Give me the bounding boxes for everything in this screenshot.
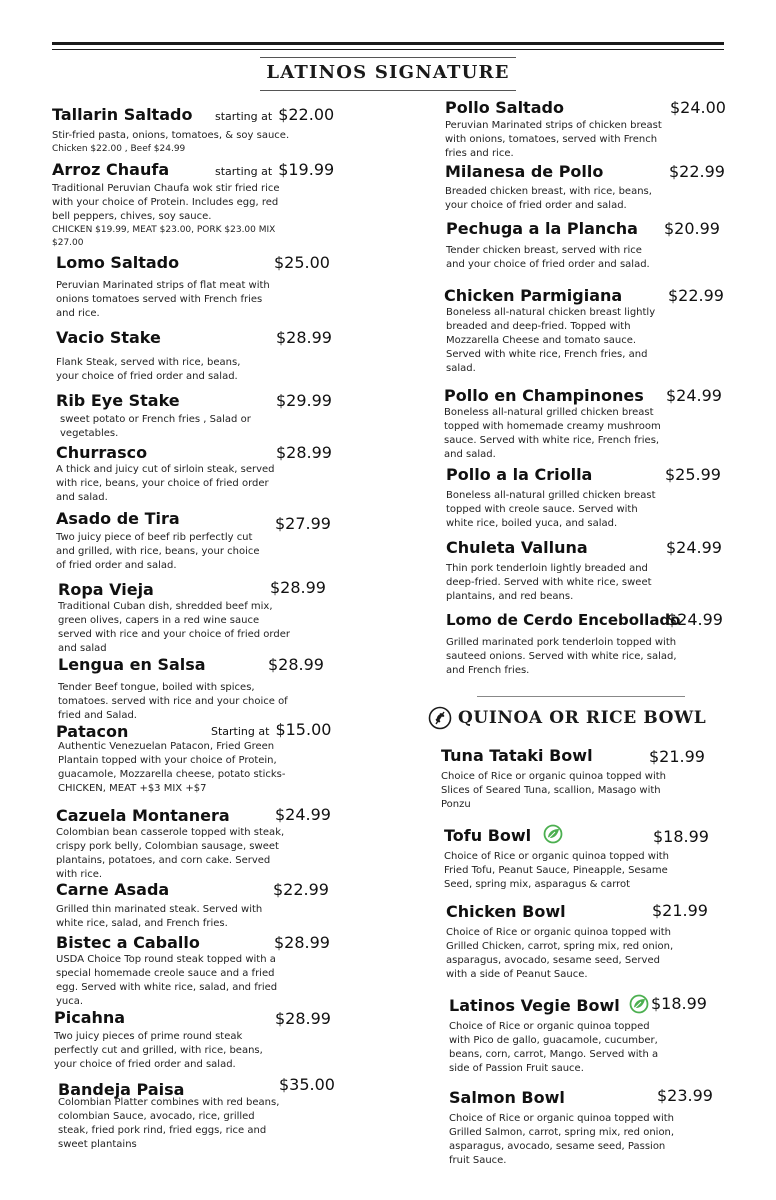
menu-item: [56, 509, 331, 573]
item-name-wrap: [449, 994, 671, 1016]
item-name: Milanesa de Pollo: [445, 162, 604, 181]
item-description: Thin pork tenderloin lightly breaded and deep-fried. Served with white rice, sweet plantains, and red beans.: [446, 563, 652, 602]
item-name: Vacio Stake: [56, 328, 161, 347]
item-description: Tender Beef tongue, boiled with spices, tomatoes. served with rice and your choice of fried and Salad.: [58, 682, 288, 721]
item-name: Tuna Tataki Bowl: [441, 746, 593, 765]
item-description: Peruvian Marinated strips of chicken breast with onions, tomatoes, served with French fries and rice.: [445, 120, 662, 159]
item-description: Colombian Platter combines with red beans, colombian Sauce, avocado, rice, grilled steak, fried pork rind, fried eggs, rice and sweet plantains: [58, 1097, 280, 1150]
item-name: Chicken Parmigiana: [444, 286, 623, 305]
item-price: $22.99: [668, 286, 724, 305]
vegan-leaf-icon: [629, 994, 649, 1014]
item-description: Boneless all-natural grilled chicken breast topped with creole sauce. Served with white rice, boiled yuca, and salad.: [446, 490, 656, 529]
item-price: $18.99: [651, 994, 707, 1013]
item-description: Choice of Rice or organic quinoa topped with Grilled Salmon, carrot, spring mix, red onion, asparagus, avocado, sesame seed, Passion fruit Sauce.: [449, 1113, 675, 1166]
menu-item: [444, 286, 724, 376]
item-price-wrap: [215, 160, 334, 182]
item-description: Colombian bean casserole topped with steak, crispy pork belly, Colombian sausage, sweet plantains, potatoes, and corn cake. Served with rice.: [56, 827, 285, 880]
item-name: Tallarin Saltado: [52, 105, 193, 124]
item-name: Pechuga a la Plancha: [446, 219, 638, 238]
item-description: Traditional Peruvian Chaufa wok stir fried rice with your choice of Protein. Includes egg, red bell peppers, chives, soy sauce.: [52, 183, 280, 222]
wheat-icon: [428, 706, 452, 730]
item-description: Two juicy pieces of prime round steak perfectly cut and grilled, with rice, beans, your choice of fried order and salad.: [54, 1031, 263, 1070]
item-description: Stir-fried pasta, onions, tomatoes, & soy sauce.: [52, 130, 290, 141]
item-description: sweet potato or French fries , Salad or vegetables.: [60, 414, 251, 439]
item-description: Grilled marinated pork tenderloin topped with sauteed onions. Served with white rice, salad, and French fries.: [446, 637, 677, 676]
bowl-section-heading: QUINOA OR RICE BOWL: [458, 708, 707, 728]
item-price-options: CHICKEN $19.99, MEAT $23.00, PORK $23.00 MIX $27.00: [52, 225, 276, 248]
item-name: Latinos Vegie Bowl: [449, 996, 620, 1015]
menu-item: [52, 105, 342, 156]
item-price: $21.99: [652, 901, 708, 920]
menu-item: [56, 933, 330, 1009]
item-name: Tofu Bowl: [444, 826, 532, 845]
menu-item: [445, 162, 725, 213]
menu-item: [58, 578, 326, 656]
item-price: $27.99: [275, 514, 331, 533]
item-price: $25.99: [665, 465, 721, 484]
item-name: Lomo de Cerdo Encebollado: [446, 611, 681, 629]
item-description: Choice of Rice or organic quinoa topped with Slices of Seared Tuna, scallion, Masago with Ponzu: [441, 771, 667, 810]
menu-item: [446, 465, 721, 531]
menu-item: [449, 994, 707, 1076]
item-price: $24.99: [666, 538, 722, 557]
menu-item: [52, 160, 335, 250]
menu-item: [56, 328, 332, 384]
bowl-section-rule: [477, 696, 685, 697]
menu-item: [446, 538, 722, 604]
menu-item: [444, 824, 709, 892]
item-description: Choice of Rice or organic quinoa topped with Grilled Chicken, carrot, spring mix, red onion, asparagus, avocado, sesame seed, Served with a side of Peanut Sauce.: [446, 927, 674, 980]
item-description: USDA Choice Top round steak topped with a special homemade creole sauce and a fried egg. Served with white rice, salad, and fried yuca.: [56, 954, 278, 1007]
menu-item: [445, 98, 726, 161]
item-price: $20.99: [664, 219, 720, 238]
item-description: Grilled thin marinated steak. Served with white rice, salad, and French fries.: [56, 904, 263, 929]
header-rule-thick: [52, 42, 724, 45]
menu-item: [446, 219, 720, 272]
item-description: Authentic Venezuelan Patacon, Fried Green Plantain topped with your choice of Protein, guacamole, Mozzarella cheese, potato sticks- CHICKEN, MEAT +$3 MIX +$7: [58, 741, 286, 794]
menu-item: [446, 610, 723, 678]
item-name: Patacon: [56, 722, 129, 741]
item-name-wrap: [444, 824, 670, 846]
item-description: Traditional Cuban dish, shredded beef mix, green olives, capers in a red wine sauce served with rice and your choice of fried order and salad: [58, 601, 290, 654]
menu-item: [56, 253, 330, 321]
item-description: Breaded chicken breast, with rice, beans, your choice of fried order and salad.: [445, 186, 652, 211]
section-title: LATINOS SIGNATURE: [266, 62, 510, 83]
item-price: $23.99: [657, 1086, 713, 1105]
item-name: Picahna: [54, 1008, 126, 1027]
vegan-leaf-icon: [543, 824, 563, 844]
item-description: Boneless all-natural chicken breast lightly breaded and deep-fried. Topped with Mozzarella Cheese and tomato sauce. Served with white rice, French fries, and salad.: [446, 307, 656, 374]
bowl-section-title: [428, 703, 706, 733]
menu-item: [56, 443, 332, 505]
item-price: $24.00: [670, 98, 726, 117]
item-name: Chicken Bowl: [446, 902, 566, 921]
item-name: Cazuela Montanera: [56, 806, 230, 825]
item-price: $15.00: [275, 720, 332, 739]
item-description: Boneless all-natural grilled chicken breast topped with homemade creamy mushroom sauce. Served with white rice, French fries, and salad.: [444, 407, 661, 460]
menu-item: [56, 720, 332, 796]
item-price: $28.99: [270, 578, 326, 597]
menu-item: [446, 901, 708, 982]
menu-item: [449, 1086, 713, 1168]
item-description: A thick and juicy cut of sirloin steak, served with rice, beans, your choice of fried order and salad.: [56, 464, 275, 503]
item-price: $22.00: [278, 105, 335, 124]
item-price: $24.99: [666, 386, 722, 405]
starting-at-label: Starting at: [211, 725, 270, 738]
item-name: Pollo en Champinones: [444, 386, 644, 405]
item-name: Rib Eye Stake: [56, 391, 180, 410]
section-title-box: [260, 57, 516, 91]
item-price: $29.99: [276, 391, 332, 410]
item-description: Flank Steak, served with rice, beans, your choice of fried order and salad.: [56, 357, 241, 382]
item-description: Tender chicken breast, served with rice and your choice of fried order and salad.: [446, 245, 650, 270]
item-price: $21.99: [649, 747, 705, 766]
item-price: $19.99: [278, 160, 335, 179]
item-name: Pollo Saltado: [445, 98, 564, 117]
item-price-wrap: [211, 720, 331, 742]
item-name: Churrasco: [56, 443, 148, 462]
item-name: Lomo Saltado: [56, 253, 180, 272]
item-name: Lengua en Salsa: [58, 655, 206, 674]
menu-item: [441, 746, 705, 812]
starting-at-label: starting at: [215, 110, 273, 123]
item-price: $35.00: [279, 1075, 335, 1094]
menu-item: [56, 880, 329, 931]
item-name: Carne Asada: [56, 880, 170, 899]
starting-at-label: starting at: [215, 165, 273, 178]
item-price: $18.99: [653, 827, 709, 846]
item-description: Choice of Rice or organic quinoa topped with Fried Tofu, Peanut Sauce, Pineapple, Sesame Seed, spring mix, asparagus & carrot: [444, 851, 670, 890]
item-price: $28.99: [276, 328, 332, 347]
item-price: $24.99: [275, 805, 331, 824]
menu-item: [56, 391, 332, 441]
item-price: $25.00: [274, 253, 330, 272]
menu-item: [54, 1008, 331, 1072]
item-price: $24.99: [667, 610, 723, 629]
item-name: Bistec a Caballo: [56, 933, 200, 952]
item-price: $22.99: [273, 880, 329, 899]
header-rule-thin: [52, 49, 724, 50]
item-name: Asado de Tira: [56, 509, 180, 528]
item-price: $22.99: [669, 162, 725, 181]
item-name: Salmon Bowl: [449, 1088, 565, 1107]
item-name: Bandeja Paisa: [58, 1080, 185, 1099]
item-price: $28.99: [268, 655, 324, 674]
item-description: Two juicy piece of beef rib perfectly cut and grilled, with rice, beans, your choice of fried order and salad.: [56, 532, 260, 571]
item-price-options: Chicken $22.00 , Beef $24.99: [52, 144, 186, 154]
item-name: Chuleta Valluna: [446, 538, 588, 557]
item-price-wrap: [215, 105, 334, 127]
item-price: $28.99: [275, 1009, 331, 1028]
item-name: Pollo a la Criolla: [446, 465, 593, 484]
menu-item: [56, 805, 331, 882]
menu-item: [58, 1075, 335, 1152]
item-description: Peruvian Marinated strips of flat meat with onions tomatoes served with French fries and rice.: [56, 280, 270, 319]
menu-item: [58, 655, 324, 723]
item-price: $28.99: [276, 443, 332, 462]
item-price: $28.99: [274, 933, 330, 952]
menu-item: [444, 386, 722, 462]
item-description: Choice of Rice or organic quinoa topped with Pico de gallo, guacamole, cucumber, beans, corn, carrot, Mango. Served with a side of Passion Fruit sauce.: [449, 1021, 659, 1074]
item-name: Ropa Vieja: [58, 580, 154, 599]
item-name: Arroz Chaufa: [52, 160, 170, 179]
